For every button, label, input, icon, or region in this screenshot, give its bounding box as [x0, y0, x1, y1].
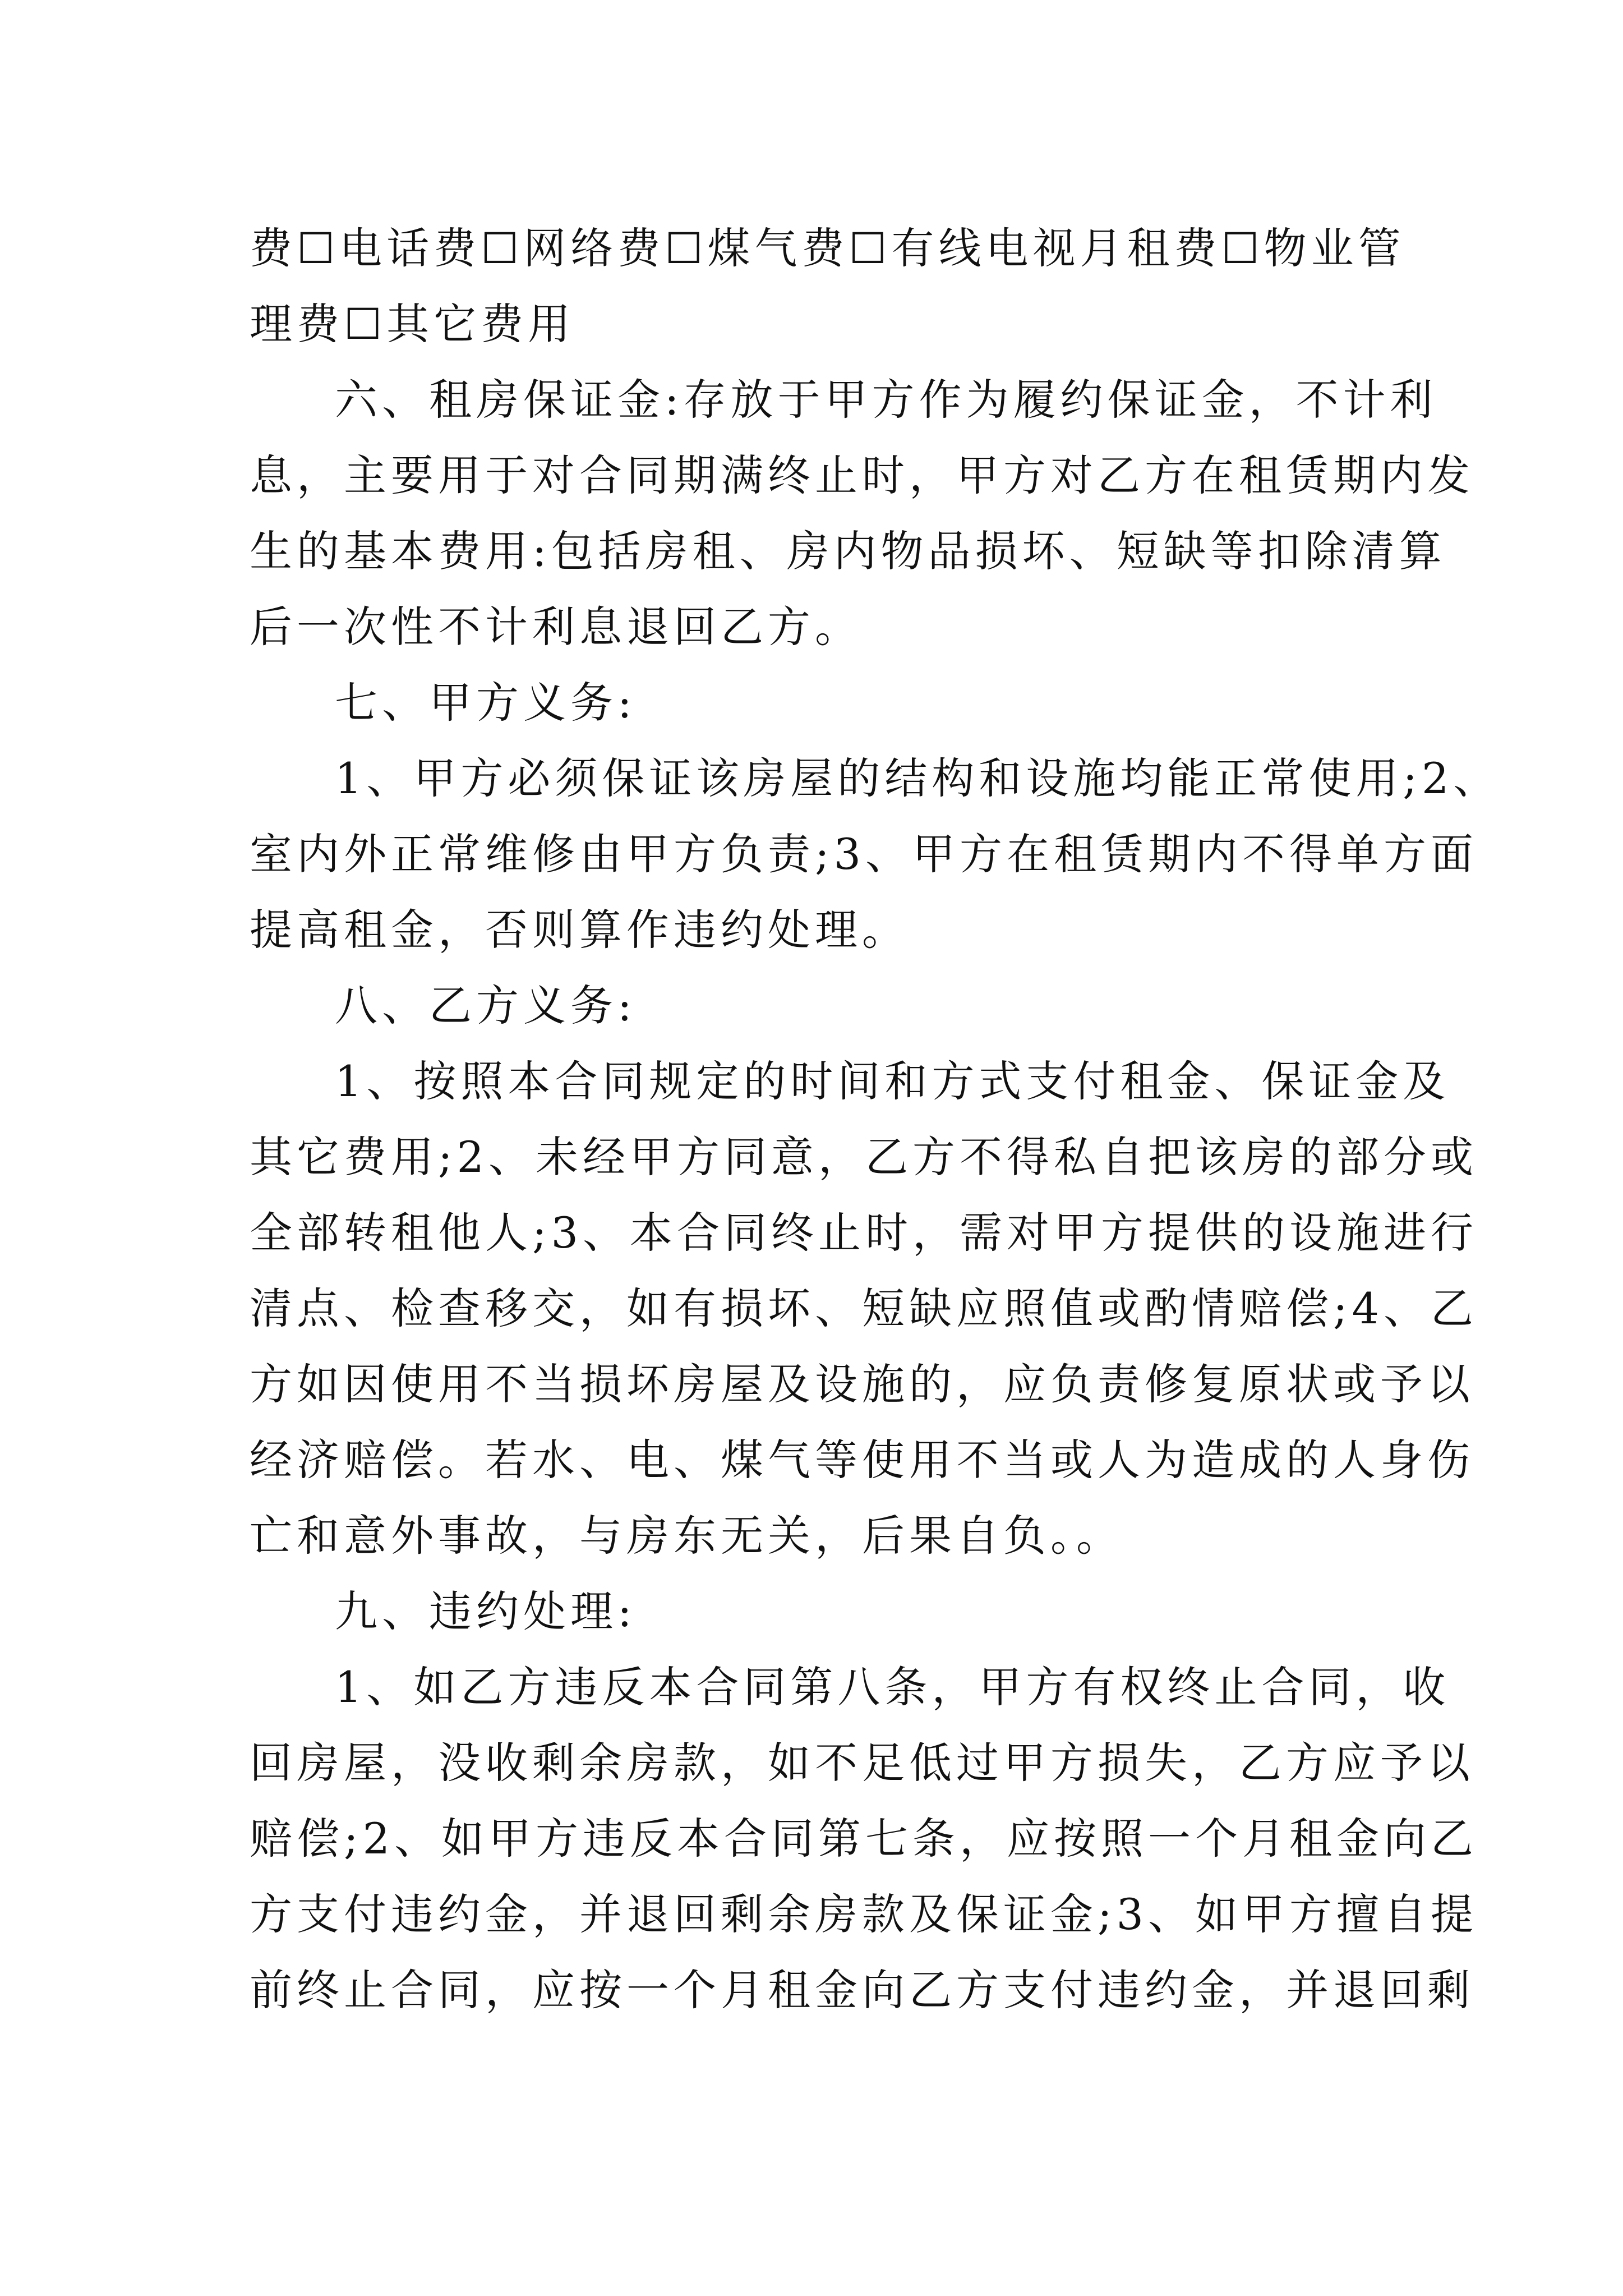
text-line: 息，主要用于对合同期满终止时，甲方对乙方在租赁期内发 — [250, 450, 1474, 500]
text-line: 费☐电话费☐网络费☐煤气费☐有线电视月租费☐物业管 — [250, 223, 1405, 273]
text-line: 1、按照本合同规定的时间和方式支付租金、保证金及 — [335, 1056, 1450, 1106]
text-line: 室内外正常维修由甲方负责;3、甲方在租赁期内不得单方面 — [250, 829, 1478, 879]
text-line: 提高租金，否则算作违约处理。 — [250, 905, 909, 955]
text-line: 赔偿;2、如甲方违反本合同第七条，应按照一个月租金向乙 — [250, 1814, 1478, 1864]
text-line: 全部转租他人;3、本合同终止时，需对甲方提供的设施进行 — [250, 1208, 1478, 1258]
text-line: 亡和意外事故，与房东无关，后果自负。。 — [250, 1511, 1123, 1561]
clause-heading-eight: 八、乙方义务: — [335, 981, 637, 1030]
text-line: 1、甲方必须保证该房屋的结构和设施均能正常使用;2、 — [335, 753, 1501, 803]
text-line: 其它费用;2、未经甲方同意，乙方不得私自把该房的部分或 — [250, 1132, 1478, 1182]
text-line: 清点、检查移交，如有损坏、短缺应照值或酌情赔偿;4、乙 — [250, 1283, 1478, 1333]
text-line: 生的基本费用:包括房租、房内物品损坏、短缺等扣除清算 — [250, 526, 1446, 576]
document-body — [250, 210, 1501, 2028]
text-line: 回房屋，没收剩余房款，如不足低过甲方损失，乙方应予以 — [250, 1738, 1474, 1788]
text-line: 前终止合同，应按一个月租金向乙方支付违约金，并退回剩 — [250, 1965, 1474, 2015]
text-line: 方支付违约金，并退回剩余房款及保证金;3、如甲方擅自提 — [250, 1889, 1478, 1939]
text-line: 方如因使用不当损坏房屋及设施的，应负责修复原状或予以 — [250, 1359, 1474, 1409]
clause-heading-six: 六、租房保证金:存放于甲方作为履约保证金，不计利 — [335, 375, 1437, 425]
text-line: 1、如乙方违反本合同第八条，甲方有权终止合同，收 — [335, 1662, 1450, 1712]
text-line: 经济赔偿。若水、电、煤气等使用不当或人为造成的人身伤 — [250, 1435, 1474, 1485]
clause-heading-nine: 九、违约处理: — [335, 1586, 637, 1636]
text-line: 后一次性不计利息退回乙方。 — [250, 602, 862, 652]
clause-heading-seven: 七、甲方义务: — [335, 678, 637, 728]
text-line: 理费☐其它费用 — [250, 299, 575, 349]
